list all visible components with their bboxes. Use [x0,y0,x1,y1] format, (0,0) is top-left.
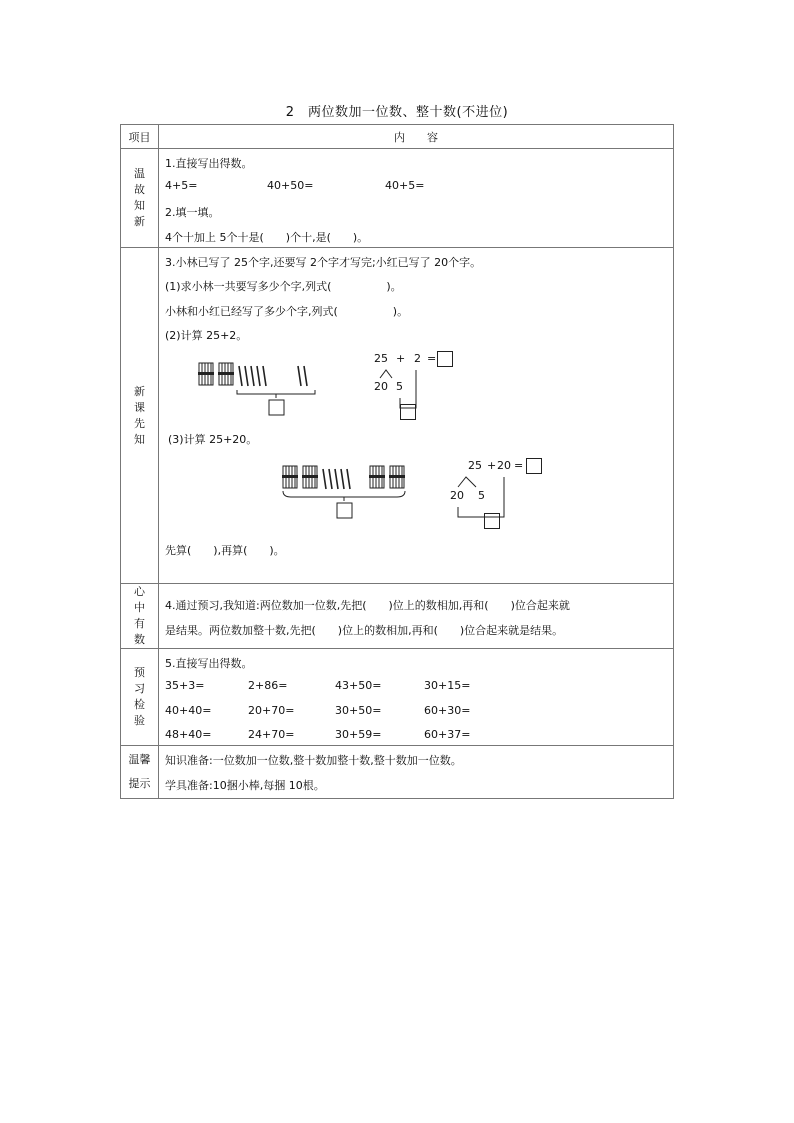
newlesson-label: 新课先知 [134,384,145,446]
tips-content [159,746,674,799]
calc2-b: 20 [497,459,511,472]
summary-content [159,584,674,649]
review-expr-3: 40+5= [385,179,425,192]
calc2-split2: 5 [478,489,485,502]
review-label: 温故知新 [134,167,145,228]
practice-expr: 30+59= [335,728,382,741]
review-q2: 2.填一填。 [165,206,220,219]
practice-expr: 60+37= [424,728,471,741]
practice-expr: 30+50= [335,704,382,717]
practice-expr: 30+15= [424,679,471,692]
answer-box[interactable] [437,351,453,367]
practice-row [121,649,674,746]
lesson-table [120,124,674,799]
answer-box[interactable] [484,513,500,529]
calc2-split1: 20 [450,489,464,502]
sticks-illustration-2 [281,463,421,523]
bundle-icon [198,363,214,385]
summary-line2: 是结果。两位数加整十数,先把( )位上的数相加,再和( )位合起来就是结果。 [165,624,564,637]
calc-diagram-2 [450,453,564,533]
practice-content [159,649,674,746]
bundle-icon [302,466,318,488]
review-q1: 1.直接写出得数。 [165,157,253,170]
review-row [121,149,674,248]
summary-label-cell [121,584,159,649]
newlesson-q3b: 小林和小红已经写了多少个字,列式( )。 [165,305,409,318]
tips-label-2: 提示 [128,777,151,790]
summary-row [121,584,674,649]
practice-expr: 43+50= [335,679,382,692]
practice-expr: 48+40= [165,728,212,741]
calc2-op: + [487,459,497,472]
newlesson-q3a: (1)求小林一共要写多少个字,列式( )。 [165,280,402,293]
bracket-line [283,491,405,497]
summary-label: 心中有数 [134,585,145,646]
single-sticks-icon [239,366,307,386]
bracket-line [237,390,315,394]
practice-label: 预习检验 [134,666,145,727]
calc1-split2: 5 [396,380,403,393]
summary-line1: 4.通过预习,我知道:两位数加一位数,先把( )位上的数相加,再和( )位合起来就 [165,599,570,612]
answer-box[interactable] [337,503,352,518]
practice-expr: 2+86= [248,679,288,692]
calc2-eq: = [514,459,524,472]
newlesson-q3: 3.小林已写了 25个字,还要写 2个字才写完;小红已写了 20个字。 [165,256,482,269]
review-label-cell [121,149,159,248]
header-col2: 内 容 [159,125,674,149]
calc1-op: + [396,352,406,365]
calc1-a: 25 [374,352,388,365]
calc2-a: 25 [468,459,482,472]
bundle-icon [282,466,298,488]
newlesson-label-cell [121,248,159,584]
practice-q5: 5.直接写出得数。 [165,657,253,670]
practice-expr: 40+40= [165,704,212,717]
newlesson-q3d: (3)计算 25+20。 [168,433,258,446]
review-expr-2: 40+50= [267,179,314,192]
practice-expr: 60+30= [424,704,471,717]
answer-box[interactable] [269,400,284,415]
single-sticks-icon [323,469,350,489]
bundle-icon [369,466,385,488]
calc-diagram-1 [374,346,484,426]
answer-box[interactable] [400,404,416,420]
review-content [159,149,674,248]
practice-expr: 24+70= [248,728,295,741]
practice-expr: 20+70= [248,704,295,717]
calc1-eq: = [427,352,437,365]
newlesson-row [121,248,674,584]
answer-box[interactable] [526,458,542,474]
tips-label-1: 温馨 [128,753,151,766]
bundle-icon [218,363,234,385]
header-row [121,125,674,149]
tips-line1: 知识准备:一位数加一位数,整十数加整十数,整十数加一位数。 [165,754,462,767]
newlesson-order: 先算( ),再算( )。 [165,544,285,557]
tips-line2: 学具准备:10捆小棒,每捆 10根。 [165,779,325,792]
newlesson-q3c: (2)计算 25+2。 [165,329,248,342]
tips-row [121,746,674,799]
newlesson-content [159,248,674,584]
practice-label-cell [121,649,159,746]
review-expr-1: 4+5= [165,179,198,192]
calc1-b: 2 [414,352,421,365]
sticks-illustration-1 [197,360,337,420]
page-title: 2 两位数加一位数、整十数(不进位) [285,105,509,120]
review-fill: 4个十加上 5个十是( )个十,是( )。 [165,231,369,244]
header-col1: 项目 [121,125,159,149]
bundle-icon [389,466,405,488]
practice-expr: 35+3= [165,679,205,692]
tips-label-cell [121,746,159,799]
calc1-split1: 20 [374,380,388,393]
